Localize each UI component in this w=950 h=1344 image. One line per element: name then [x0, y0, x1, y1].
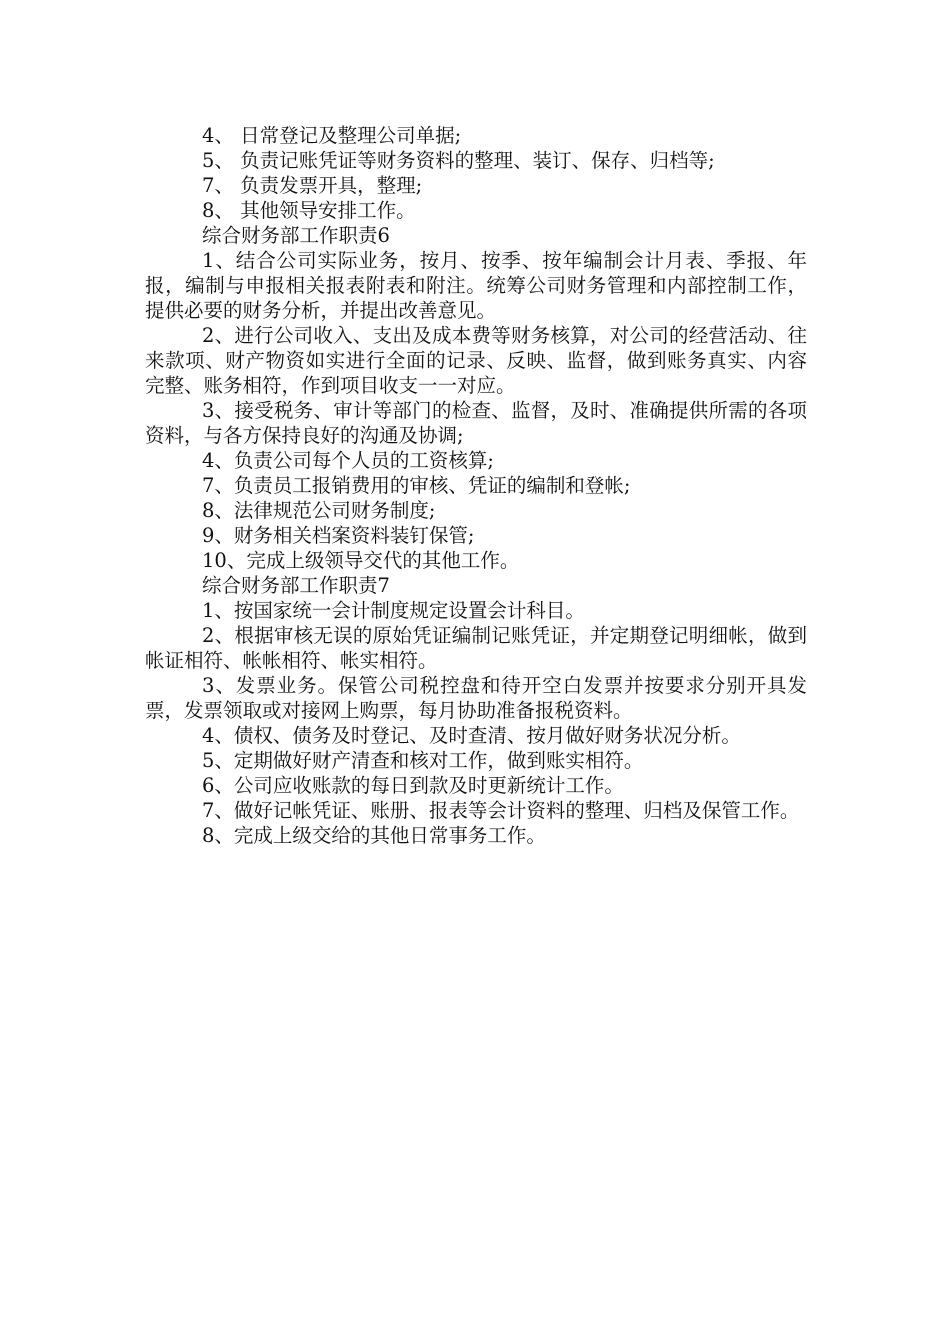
list-item-5-voucher-archiving: 5、 负责记账凭证等财务资料的整理、装订、保存、归档等; — [202, 149, 715, 172]
duties-7-item-5: 5、定期做好财产清查和核对工作，做到账实相符。 — [202, 749, 644, 772]
list-item-4-record-receipts: 4、 日常登记及整理公司单据; — [202, 124, 462, 147]
duties-7-item-4: 4、债权、债务及时登记、及时查清、按月做好财务状况分析。 — [202, 724, 741, 747]
duties-7-item-3: 3、发票业务。保管公司税控盘和待开空白发票并按要求分别开具发票，发票领取或对接网上购票，每月协助准备报税资料。 — [145, 674, 807, 722]
section-heading-duties-7: 综合财务部工作职责7 — [202, 574, 390, 597]
section-heading-duties-6: 综合财务部工作职责6 — [202, 224, 390, 247]
duties-6-item-9: 9、财务相关档案资料装钉保管; — [202, 524, 475, 547]
duties-6-item-3: 3、接受税务、审计等部门的检查、监督，及时、准确提供所需的各项资料，与各方保持良好的沟通及协调; — [145, 399, 807, 447]
duties-6-item-10: 10、完成上级领导交代的其他工作。 — [202, 549, 520, 572]
duties-6-item-2: 2、进行公司收入、支出及成本费等财务核算，对公司的经营活动、往来款项、财产物资如实进行全面的记录、反映、监督，做到账务真实、内容完整、账务相符，作到项目收支一一对应。 — [145, 324, 807, 397]
duties-7-item-1: 1、按国家统一会计制度规定设置会计科目。 — [202, 599, 585, 622]
document-body — [145, 123, 807, 848]
duties-7-item-7: 7、做好记帐凭证、账册、报表等会计资料的整理、归档及保管工作。 — [202, 799, 800, 822]
duties-7-item-2: 2、根据审核无误的原始凭证编制记账凭证，并定期登记明细帐，做到帐证相符、帐帐相符、帐实相符。 — [145, 624, 807, 672]
duties-6-item-4: 4、负责公司每个人员的工资核算; — [202, 449, 494, 472]
list-item-7-invoice-issuing: 7、 负责发票开具，整理; — [202, 174, 423, 197]
duties-6-item-7: 7、负责员工报销费用的审核、凭证的编制和登帐; — [202, 474, 631, 497]
duties-7-item-6: 6、公司应收账款的每日到款及时更新统计工作。 — [202, 774, 624, 797]
duties-6-item-8: 8、法律规范公司财务制度; — [202, 499, 436, 522]
duties-7-item-8: 8、完成上级交给的其他日常事务工作。 — [202, 824, 546, 847]
list-item-8-other-tasks: 8、 其他领导安排工作。 — [202, 199, 416, 222]
duties-6-item-1: 1、结合公司实际业务，按月、按季、按年编制会计月表、季报、年报，编制与申报相关报表附表和附注。统筹公司财务管理和内部控制工作，提供必要的财务分析，并提出改善意见。 — [145, 249, 807, 322]
